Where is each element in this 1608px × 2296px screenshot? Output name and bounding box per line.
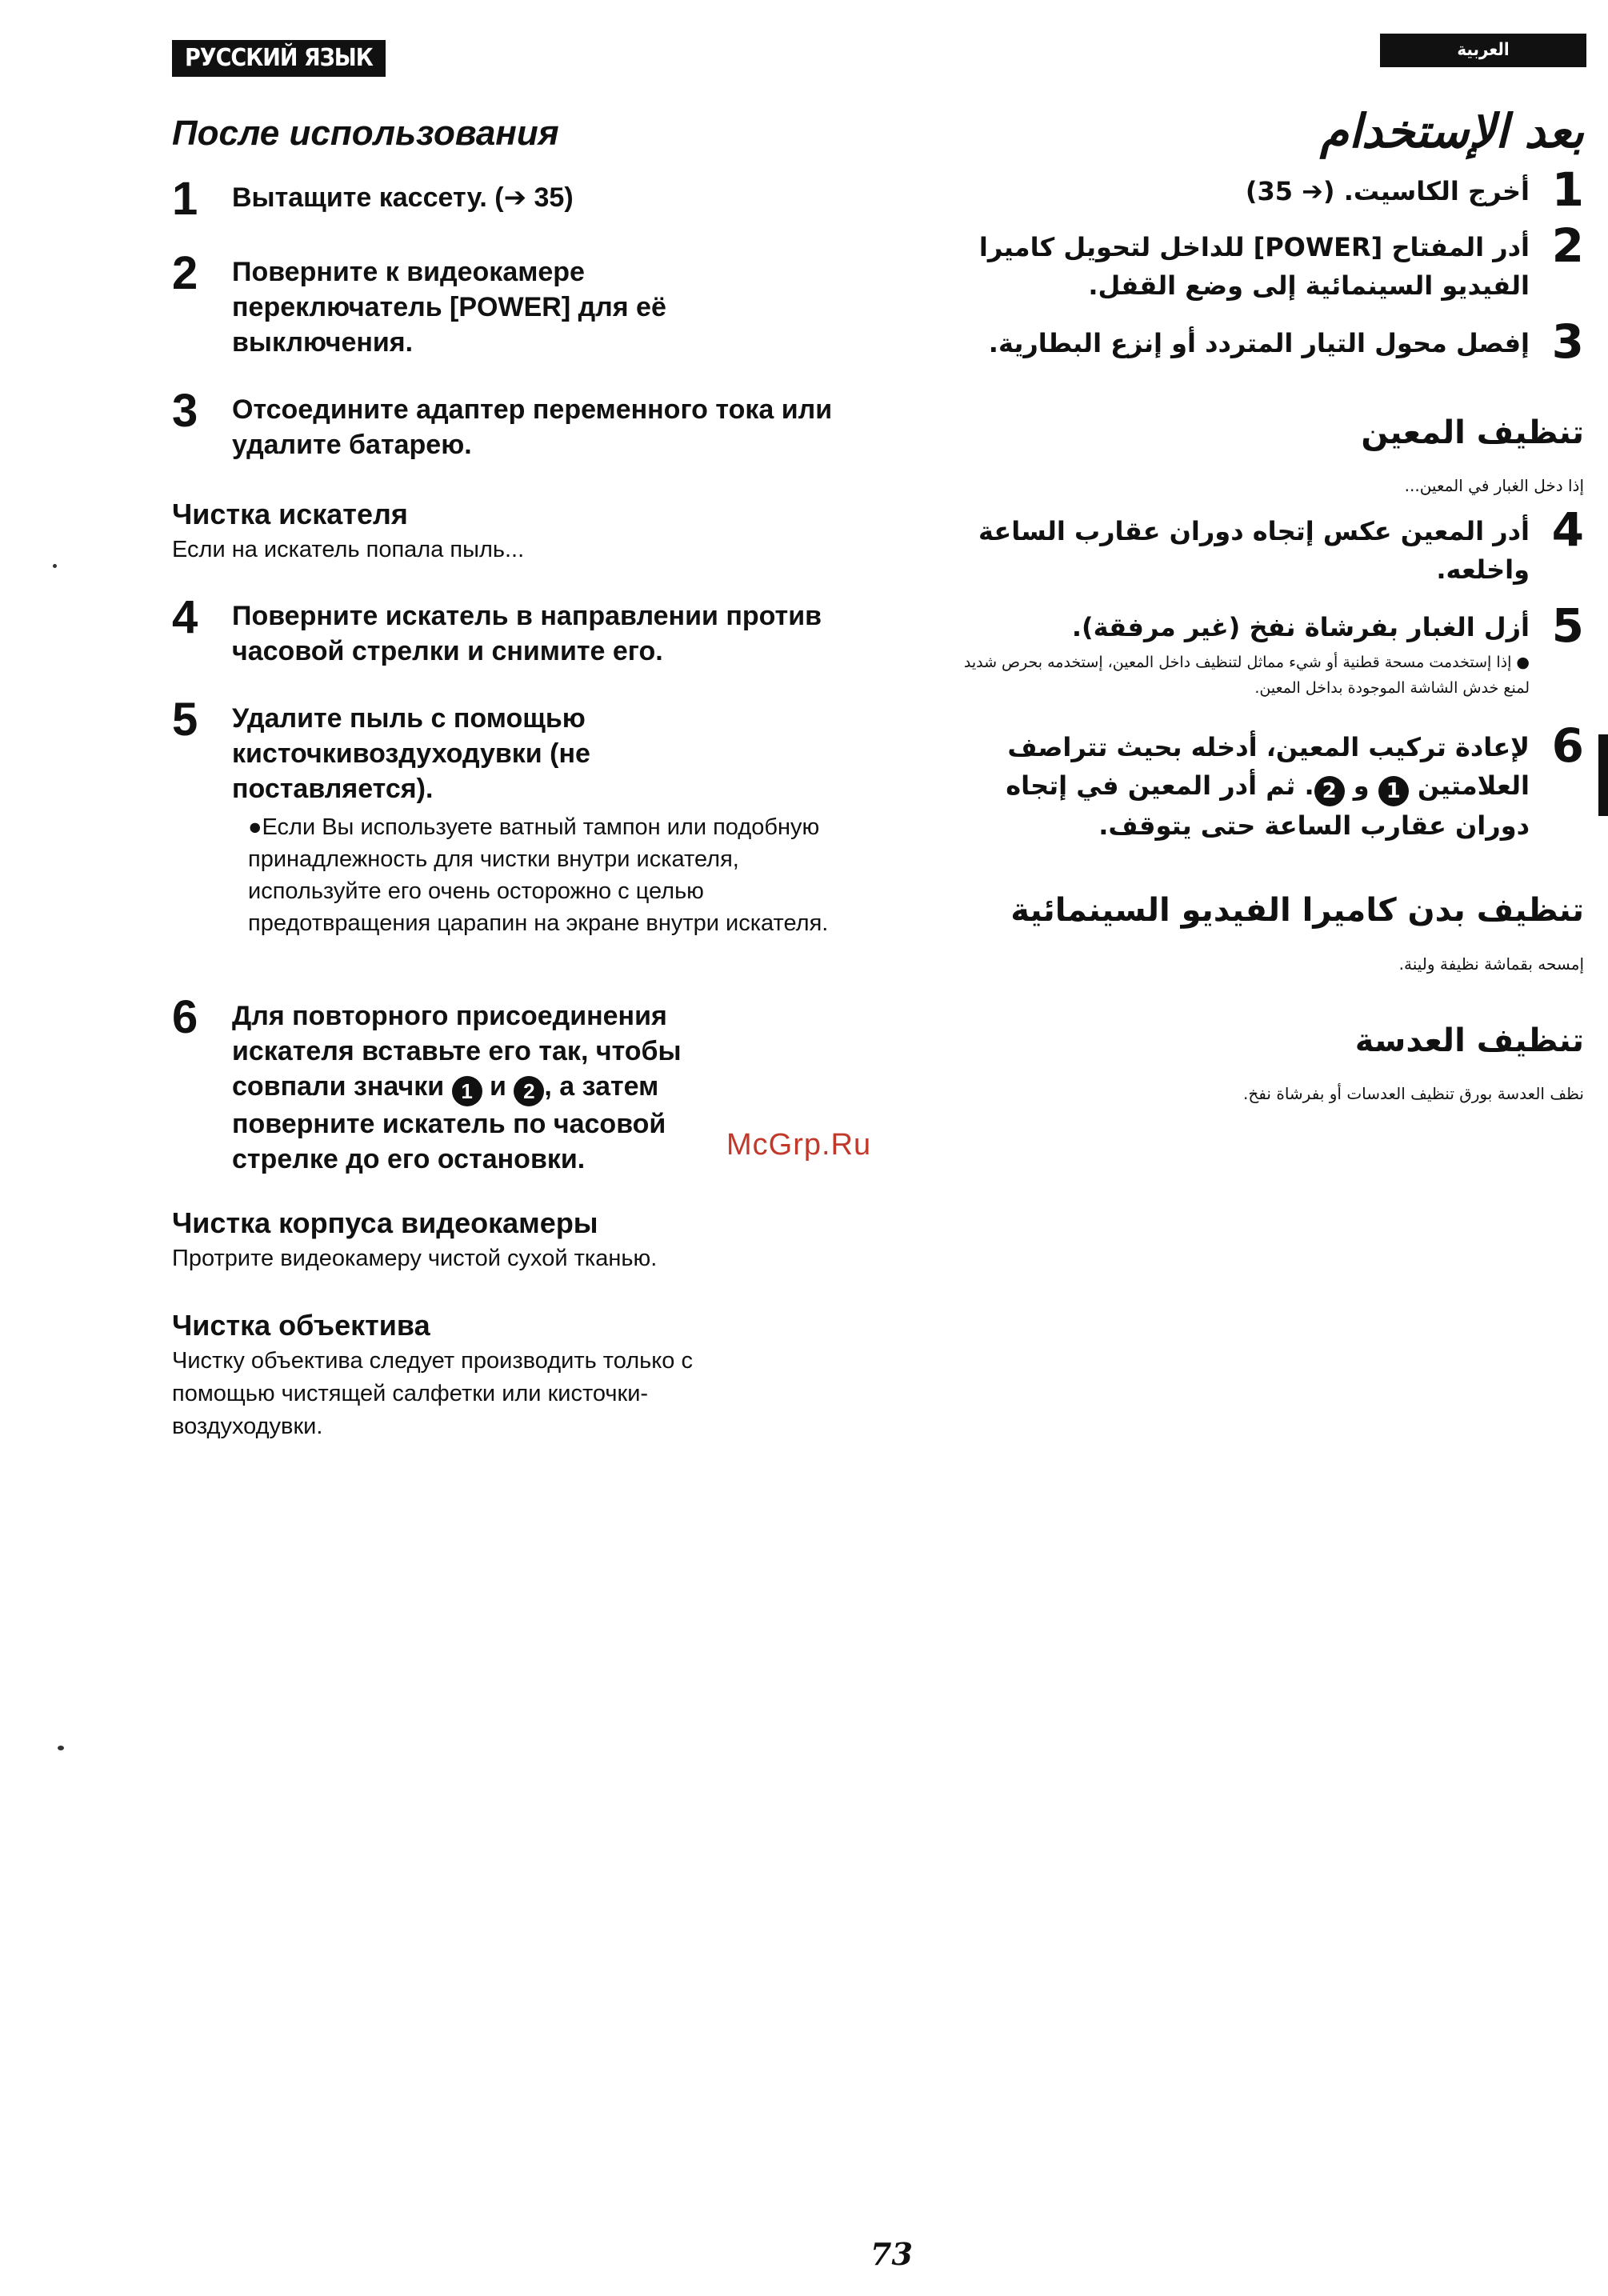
step-number: 2 bbox=[172, 247, 198, 299]
mark-1-icon: 1 bbox=[452, 1076, 482, 1106]
step-text: Вытащите кассету. (➔ 35) bbox=[232, 182, 574, 213]
ar-body-heading: تنظيف بدن كاميرا الفيديو السينمائية bbox=[1010, 892, 1584, 929]
step-note: ● إذا إستخدمت مسحة قطنية أو شيء مماثل لتنظيف داخل المعين، إستخدمه بحرص شديد لمنع خدش الشاشة الموجودة بداخل المعين. bbox=[963, 654, 1530, 697]
step-text: أخرج الكاسيت. (➔ 35) bbox=[1245, 176, 1530, 206]
ru-lens-heading: Чистка объектива bbox=[172, 1309, 430, 1342]
step-number: 1 bbox=[172, 173, 198, 225]
ru-body-heading: Чистка корпуса видеокамеры bbox=[172, 1206, 598, 1239]
ru-lens-text: Чистку объектива следует производить только с помощью чистящей салфетки или кисточки-воздуходувки. bbox=[172, 1348, 693, 1439]
ru-step-5 bbox=[172, 694, 892, 939]
ru-body-text: Протрите видеокамеру чистой сухой тканью. bbox=[172, 1246, 658, 1271]
language-badge-russian: РУССКИЙ ЯЗЫК bbox=[172, 40, 386, 77]
ru-viewfinder-text: Если на искатель попала пыль... bbox=[172, 537, 525, 562]
ar-step-2 bbox=[960, 218, 1584, 305]
ar-step-4 bbox=[960, 502, 1584, 589]
step-number: 4 bbox=[172, 591, 198, 643]
ar-step-6 bbox=[960, 718, 1584, 845]
step-text-part: لإعادة تركيب المعين، أدخله بحيث تتراصف العلامتين bbox=[1007, 732, 1530, 801]
ar-lens-text: نظف العدسة بورق تنظيف العدسات أو بفرشاة نفخ. bbox=[1243, 1084, 1584, 1103]
step-text-part: , а затем поверните искатель по часовой стрелке до его остановки. bbox=[232, 1071, 666, 1174]
mark-2-icon: 2 bbox=[514, 1076, 544, 1106]
step-text-part: Для повторного присоединения искателя вставьте его так, чтобы совпали значки bbox=[232, 1001, 682, 1102]
step-text bbox=[232, 998, 728, 1177]
step-number: 6 bbox=[172, 991, 198, 1043]
step-number: 5 bbox=[1551, 598, 1584, 653]
ar-step-3 bbox=[960, 314, 1584, 369]
mark-1-icon: 1 bbox=[1378, 776, 1409, 806]
step-text: Отсоедините адаптер переменного тока или удалите батарею. bbox=[232, 394, 833, 460]
section-marker-bar bbox=[1598, 734, 1608, 816]
step-number: 4 bbox=[1551, 502, 1584, 557]
step-text: أزل الغبار بفرشاة نفخ (غير مرفقة). bbox=[1071, 612, 1530, 642]
page-title-ar: بعد الإستخدام bbox=[1320, 104, 1584, 158]
ar-viewfinder-heading: تنظيف المعين bbox=[1361, 414, 1584, 451]
scan-speck bbox=[53, 564, 57, 568]
ar-step-1 bbox=[960, 162, 1584, 217]
step-text: أدر المعين عكس إتجاه دوران عقارب الساعة واخلعه. bbox=[978, 516, 1530, 585]
mark-2-icon: 2 bbox=[1314, 776, 1345, 806]
ru-viewfinder-heading: Чистка искателя bbox=[172, 498, 408, 530]
step-text-part: و bbox=[1353, 770, 1370, 801]
step-number: 1 bbox=[1551, 162, 1584, 217]
language-badge-arabic: العربية bbox=[1380, 34, 1586, 67]
step-text bbox=[970, 728, 1530, 845]
ru-step-3 bbox=[172, 385, 892, 462]
page-number: 73 bbox=[870, 2236, 913, 2272]
step-number: 6 bbox=[1551, 718, 1584, 773]
watermark: McGrp.Ru bbox=[726, 1128, 872, 1162]
step-text-part: . ثم أدر المعين في إتجاه دوران عقارب الساعة حتى يتوقف. bbox=[1006, 770, 1530, 841]
step-text: Поверните к видеокамере переключатель [POWER] для её выключения. bbox=[232, 257, 666, 358]
step-text: أدر المفتاح [POWER] للداخل لتحويل كاميرا الفيديو السينمائية إلى وضع القفل. bbox=[978, 232, 1530, 301]
ar-step-5 bbox=[960, 598, 1584, 701]
step-number: 3 bbox=[172, 385, 198, 437]
scan-speck bbox=[58, 1746, 64, 1750]
step-number: 5 bbox=[172, 694, 198, 746]
ar-viewfinder-text: إذا دخل الغبار في المعين... bbox=[1404, 476, 1584, 495]
step-number: 2 bbox=[1551, 218, 1584, 273]
step-text: إفصل محول التيار المتردد أو إنزع البطارية. bbox=[988, 328, 1530, 358]
ru-step-2 bbox=[172, 247, 892, 360]
step-text: Удалите пыль с помощью кисточкивоздуходувки (не поставляется). bbox=[232, 703, 590, 804]
ar-lens-heading: تنظيف العدسة bbox=[1354, 1022, 1584, 1059]
ar-body-text: إمسحه بقماشة نظيفة ولينة. bbox=[1398, 954, 1584, 974]
page-title-ru: После использования bbox=[172, 114, 559, 153]
ru-step-1 bbox=[172, 173, 892, 225]
step-note: ●Если Вы используете ватный тампон или подобную принадлежность для чистки внутри искателя, используйте его очень осторожно с целью предотвращения царапин на экране внутри искателя. bbox=[248, 814, 829, 936]
ru-step-4 bbox=[172, 591, 892, 669]
step-text-part: и bbox=[490, 1071, 506, 1102]
step-text: Поверните искатель в направлении против часовой стрелки и снимите его. bbox=[232, 601, 822, 666]
step-number: 3 bbox=[1551, 314, 1584, 369]
